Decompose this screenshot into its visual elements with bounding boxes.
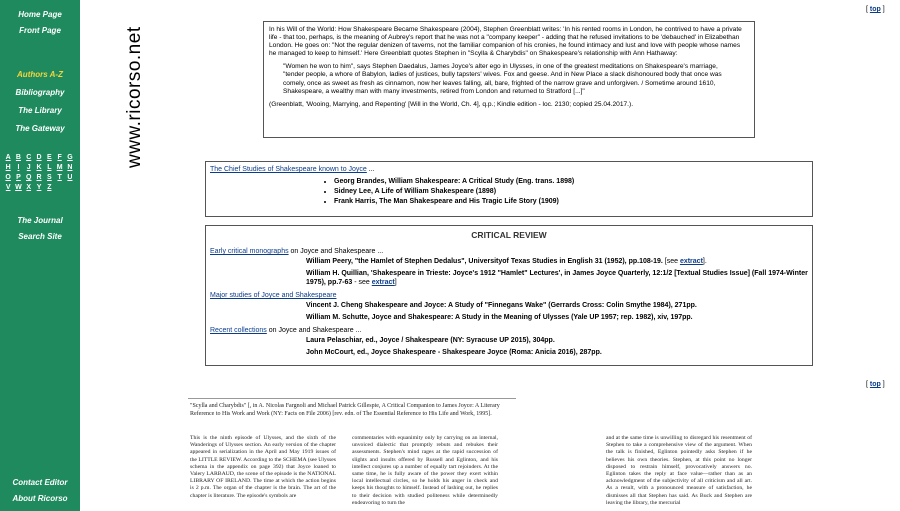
list-item: Vincent J. Cheng Shakespeare and Joyce: A Study of "Finnegans Wake" (Gerrards Cross: Colin Smythe 1984), 271pp.	[306, 302, 697, 309]
alphabet-letter[interactable]: F	[57, 154, 62, 161]
list-item: William Peery, "the Hamlet of Stephen Dedalus", Universityof Texas Studies in English 31 (1952), pp.108-19. [see extract].	[306, 258, 707, 265]
nav-search-site[interactable]: Search Site	[18, 232, 62, 241]
chief-studies-link[interactable]: The Chief Studies of Shakespeare known to Joyce	[210, 166, 367, 173]
alphabet-letter[interactable]: Y	[36, 184, 42, 191]
alphabet-letter[interactable]: A	[5, 154, 11, 161]
alphabet-letter[interactable]: S	[47, 174, 52, 181]
alphabet-letter[interactable]: Z	[47, 184, 52, 191]
major-studies-link[interactable]: Major studies of Joyce and Shakespeare	[210, 292, 337, 299]
alphabet-letter[interactable]: V	[5, 184, 11, 191]
site-logo: www.ricorso.net	[124, 26, 145, 168]
nav-gateway[interactable]: The Gateway	[15, 124, 65, 133]
alphabet-letter[interactable]: O	[5, 174, 11, 181]
alphabet-letter[interactable]: E	[47, 154, 52, 161]
alphabet-letter[interactable]: L	[47, 164, 52, 171]
list-item: John McCourt, ed., Joyce Shakespeare - Shakespeare Joyce (Roma: Anicia 2016), 287pp.	[306, 349, 602, 356]
nav-about-ricorso[interactable]: About Ricorso	[12, 494, 68, 503]
alphabet-index	[3, 154, 79, 194]
alphabet-letter[interactable]: I	[17, 164, 20, 171]
quote-intro: In his Will of the World: How Shakespeare Became Shakespeare (2004), Stephen Greenblatt writes: 'In his rented rooms in London, he contrived to have a private life - that too, perhaps, is the meaning of Aubrey's report that he was not a "company keeper" - adding that he refused invitations to be 'debauched' in Elizabethan London. He goes on: "Not the regular denizen of taverns, not the familiar companion of his cronies, he found intimacy and lust and love with people whose names he managed to keep to himself.' Here Greenblatt quotes Stephen in "Scylla & Charybdis" on Shakespeare's relationship with Ann Hathaway:	[269, 26, 742, 58]
nav-bibliography[interactable]: Bibliography	[15, 88, 65, 97]
alphabet-letter[interactable]: R	[36, 174, 42, 181]
quote-inner: "Women he won to him", says Stephen Daedalus, James Joyce's alter ego in Ulysses, in one of the greatest meditations on Shakespeare's marriage, "tender people, a whore of Babylon, ladies of justices, bully tapsters' wives. Fox and geese. And in New Place a slack dishonoured body that once was comely, once as sweet as fresh as cinnamon, now her leaves falling, all, bare, frighted of the narrow grave and unforgiven. / Sometime around 1610, Shakespeare, a wealthy man with many investments, retired from London and returned to Stratford [...]"	[283, 63, 722, 95]
document-column-3: and at the same time is unwilling to disregard his resentment of Stephen to take a comprehensive view of the argument. When the talk is finished, Eglinton pointedly asks Stephen if he believes his own theories. Stephen, at this point no longer disposed to restrain himself, provocatively answers no. Eglinton takes the reply at face value—rather than as an acknowledgment of the subjectivity of all criticism and all art. As a result, with a pronounced measure of satisfaction, he dismisses all that Stephen has said. As Buck and Stephen are leaving the library, the mercurial	[606, 435, 752, 506]
top-link-anchor[interactable]: top	[869, 381, 881, 388]
list-item: • Sidney Lee, A Life of William Shakespeare (1898)	[334, 187, 808, 197]
extract-link[interactable]: extract	[371, 279, 395, 286]
sidebar	[0, 0, 80, 511]
list-item: • Frank Harris, The Man Shakespeare and His Tragic Life Story (1909)	[334, 197, 808, 207]
nav-home-page[interactable]: Home Page	[18, 10, 62, 19]
studies-list	[322, 177, 808, 207]
alphabet-letter[interactable]: P	[16, 174, 21, 181]
critical-review-title: CRITICAL REVIEW	[471, 230, 547, 240]
nav-library[interactable]: The Library	[18, 106, 62, 115]
alphabet-letter[interactable]: Q	[26, 174, 32, 181]
alphabet-row	[3, 174, 79, 184]
document-column-2: commentaries with equanimity only by carrying on an internal, unvoiced dialectic that promptly rebuts and rebukes their assessments. Stephen's mind rages at the rapid succession of slights and insults offered by Russell and Eglinton, and his intellect conjures up a number of equally tart rejoinders. At the same time, he is fully aware of the power they exert within local intellectual circles, so he holds his anger in check and keeps his thoughts to himself. Instead of lashing out, he replies to their decision with studied politeness while determinedly endeavoring to turn the	[352, 435, 498, 506]
list-item: • Georg Brandes, William Shakespeare: A Critical Study (Eng. trans. 1898)	[334, 177, 808, 187]
divider	[188, 398, 516, 399]
top-link-2: [ top ]	[866, 381, 885, 388]
alphabet-row	[3, 184, 79, 194]
alphabet-row	[3, 154, 79, 164]
alphabet-letter[interactable]: D	[36, 154, 42, 161]
alphabet-letter[interactable]: J	[26, 164, 31, 171]
alphabet-row	[3, 164, 79, 174]
early-monographs-link[interactable]: Early critical monographs	[210, 248, 289, 255]
alphabet-letter[interactable]: X	[26, 184, 32, 191]
top-link-anchor[interactable]: top	[869, 6, 881, 13]
list-item: William M. Schutte, Joyce and Shakespeare: A Study in the Meaning of Ulysses (Yale UP 1957; rep. 1982), xiv, 197pp.	[306, 314, 693, 321]
alphabet-letter[interactable]: W	[15, 184, 22, 191]
alphabet-letter[interactable]: T	[57, 174, 62, 181]
alphabet-letter[interactable]: B	[15, 154, 21, 161]
alphabet-letter[interactable]: H	[5, 164, 11, 171]
chief-studies-box: The Chief Studies of Shakespeare known to Joyce ... • Georg Brandes, William Shakespeare: A Critical Study (Eng. trans. 1898) • Sidney Lee, A Life of William Shakespeare (1898) • Frank Harris, The Man Shakespeare and His Tragic Life Story (1909)	[205, 161, 813, 217]
quote-source: (Greenblatt, 'Wooing, Marrying, and Repenting' [Will in the World, Ch. 4], q.p.; Kindle edition - loc. 2130; copied 25.04.2017.).	[269, 100, 634, 108]
list-item: Laura Pelaschiar, ed., Joyce / Shakespeare (NY: Syracuse UP 2015), 304pp.	[306, 337, 555, 344]
alphabet-letter[interactable]: N	[67, 164, 73, 171]
nav-journal[interactable]: The Journal	[17, 216, 63, 225]
recent-collections-link[interactable]: Recent collections	[210, 327, 267, 334]
top-link-1: [ top ]	[866, 6, 885, 13]
alphabet-letter[interactable]: G	[67, 154, 73, 161]
nav-contact-editor[interactable]: Contact Editor	[12, 478, 68, 487]
document-citation: "Scylla and Charybdis" [, in A. Nicolas Fargnoli and Michael Patrick Gillespie, A Critical Companion to James Joyce: A Literary Reference to His Work and Work (NY: Facts on File 2006) [rev. edn. of The Essential Reference to His Life and Work, 1995].	[190, 403, 500, 417]
greenblatt-quote-box	[263, 21, 755, 138]
alphabet-letter[interactable]: K	[36, 164, 42, 171]
critical-review-box: CRITICAL REVIEW Early critical monographs on Joyce and Shakespeare ... William Peery, "the Hamlet of Stephen Dedalus", Universityof Texas Studies in English 31 (1952), pp.108-19. [see extract]. William H. Quillian, 'Shakespeare in Trieste: Joyce's 1912 "Hamlet" Lectures', in James Joyce Quarterly, 12:1/2 [Textual Studies Issue] (Fall 1974-Winter 1975), pp.7-63 - see extract] Major studies of Joyce and Shakespeare Vincent J. Cheng Shakespeare and Joyce: A Study of "Finnegans Wake" (Gerrards Cross: Colin Smythe 1984), 271pp. William M. Schutte, Joyce and Shakespeare: A Study in the Meaning of Ulysses (Yale UP 1957; rep. 1982), xiv, 197pp. Recent collections on Joyce and Shakespeare ... Laura Pelaschiar, ed., Joyce / Shakespeare (NY: Syracuse UP 2015), 304pp. John McCourt, ed., Joyce Shakespeare - Shakespeare Joyce (Roma: Anicia 2016), 287pp.	[205, 225, 813, 366]
list-item: William H. Quillian, 'Shakespeare in Trieste: Joyce's 1912 "Hamlet" Lectures', in James Joyce Quarterly, 12:1/2 [Textual Studies Issue] (Fall 1974-Winter 1975), pp.7-63 - see extract]	[306, 270, 808, 286]
nav-authors-az[interactable]: Authors A-Z	[17, 70, 63, 79]
alphabet-letter[interactable]: C	[26, 154, 32, 161]
extract-link[interactable]: extract	[679, 258, 703, 265]
alphabet-letter[interactable]: U	[67, 174, 73, 181]
alphabet-letter[interactable]: M	[56, 164, 63, 171]
document-column-1: This is the ninth episode of Ulysses, and the sixth of the Wanderings of Ulysses section. An early version of the chapter appeared in serialization in the April and May 1919 issues of the LITTLE REVIEW. According to the SCHEMA (see Ulysses schema in the appendix on page 392) that Joyce loaned to Valery LARBAUD, the scene of the episode is the NATIONAL LIBRARY OF IRELAND. The time at which the action begins is 2 p.m. The organ of the chapter is the brain. The art of the chapter is literature. The episode's symbols are	[190, 435, 336, 499]
nav-front-page[interactable]: Front Page	[19, 26, 61, 35]
